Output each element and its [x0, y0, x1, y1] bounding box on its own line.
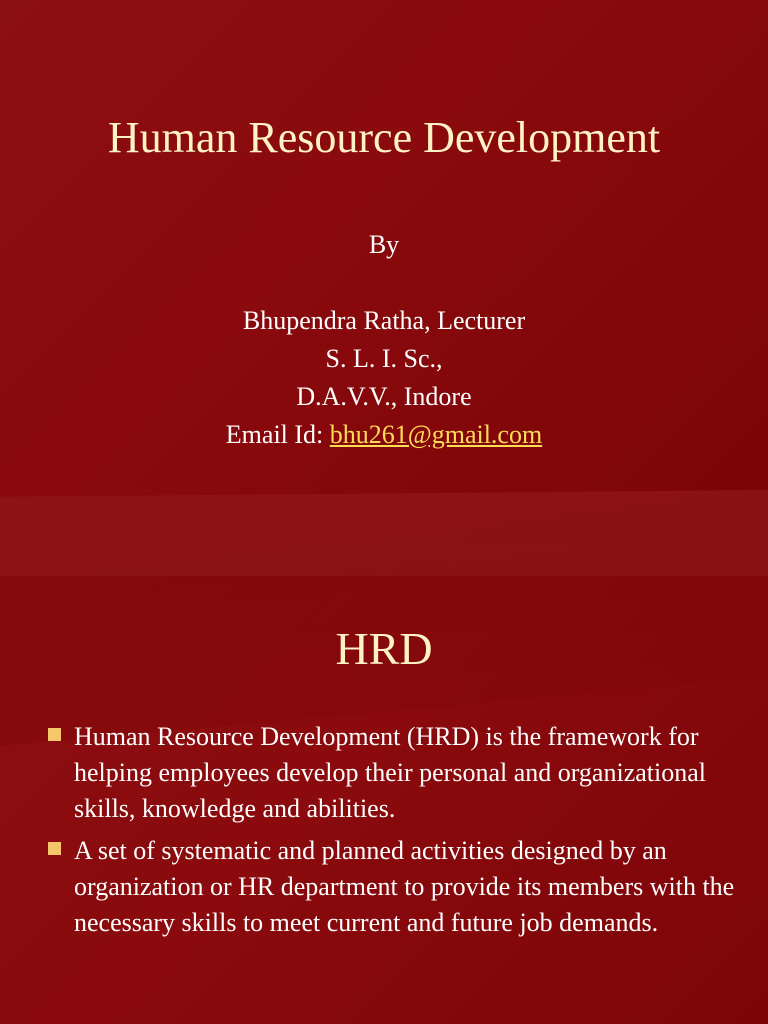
email-line: [0, 416, 768, 454]
bullet-text: A set of systematic and planned activities designed by an organization or HR department to provide its members with the necessary skills to meet current and future job demands.: [74, 836, 735, 937]
byline: [0, 226, 768, 454]
background-wedge: [0, 490, 768, 576]
slide-heading: HRD: [335, 623, 433, 674]
email-label: Email Id:: [225, 420, 330, 449]
byline-spacer: [0, 264, 768, 302]
bullet-text: Human Resource Development (HRD) is the framework for helping employees develop their personal and organizational skills, knowledge and abilities.: [74, 722, 706, 823]
square-bullet-icon: [48, 842, 61, 855]
slide-title-heading: Human Resource Development: [107, 113, 661, 162]
byline-by: By: [368, 230, 400, 259]
department-name: S. L. I. Sc.,: [325, 344, 443, 373]
bullet-item: [0, 833, 768, 941]
slide-hrd: [0, 576, 768, 1024]
bullet-list: [0, 719, 768, 947]
square-bullet-icon: [48, 728, 61, 741]
author-name: Bhupendra Ratha, Lecturer: [242, 306, 526, 335]
email-link[interactable]: bhu261@gmail.com: [329, 420, 543, 449]
institution-name: D.A.V.V., Indore: [296, 382, 472, 411]
bullet-item: [0, 719, 768, 827]
